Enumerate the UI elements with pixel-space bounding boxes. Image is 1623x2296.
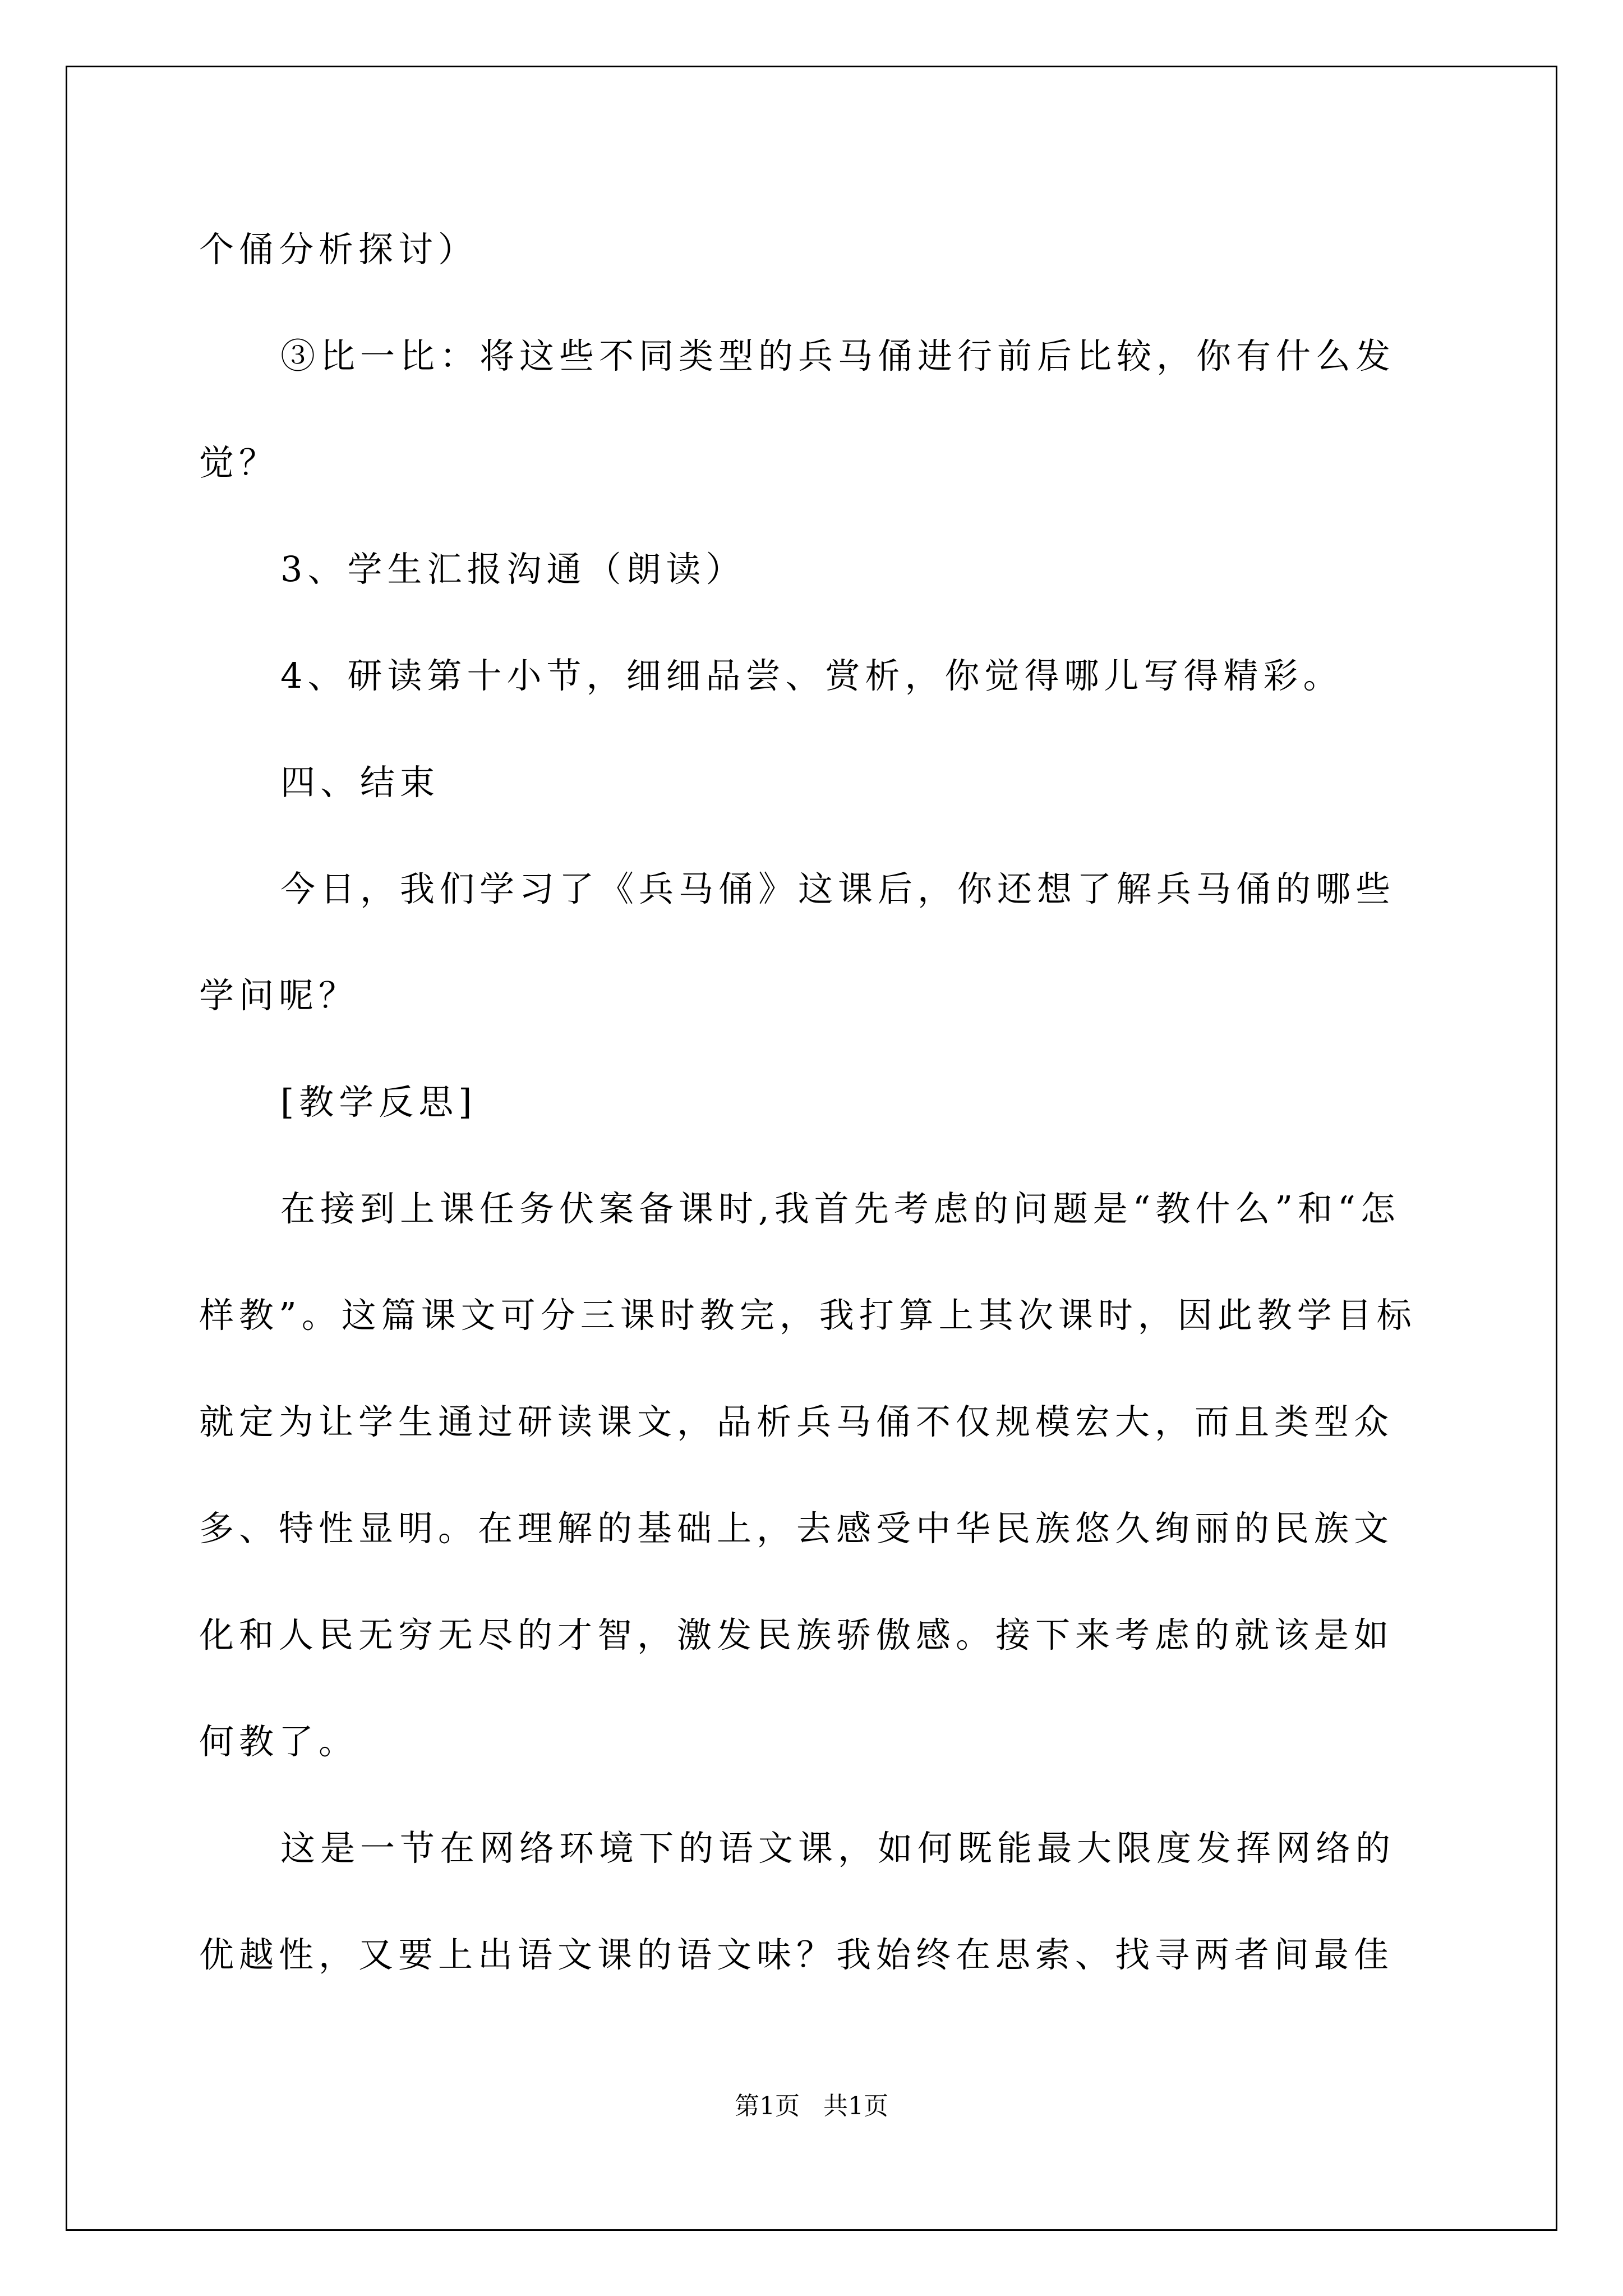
text-line: 何教了。 bbox=[199, 1721, 359, 1762]
page-footer bbox=[0, 2090, 1623, 2123]
text-line: 学问呢？ bbox=[199, 975, 359, 1016]
text-line: 样教”。这篇课文可分三课时教完，我打算上其次课时，因此教学目标 bbox=[199, 1295, 1417, 1336]
section-heading: [教学反思] bbox=[280, 1082, 477, 1122]
text-line: 觉？ bbox=[199, 442, 279, 483]
text-line: ③比一比：将这些不同类型的兵马俑进行前后比较，你有什么发 bbox=[280, 335, 1396, 376]
text-line: 化和人民无穷无尽的才智，激发民族骄傲感。接下来考虑的就该是如 bbox=[199, 1614, 1394, 1655]
text-line: 这是一节在网络环境下的语文课，如何既能最大限度发挥网络的 bbox=[280, 1828, 1396, 1869]
text-line: 多、特性显明。在理解的基础上，去感受中华民族悠久绚丽的民族文 bbox=[199, 1508, 1394, 1549]
text-line: 个俑分析探讨） bbox=[199, 229, 478, 270]
text-line: 在接到上课任务伏案备课时,我首先考虑的问题是“教什么”和“怎 bbox=[280, 1188, 1400, 1229]
page-number: 第1页 bbox=[735, 2092, 800, 2120]
page-total: 共1页 bbox=[823, 2092, 888, 2120]
text-line: 3、学生汇报沟通（朗读） bbox=[280, 549, 746, 590]
text-line: 4、研读第十小节，细细品尝、赏析，你觉得哪儿写得精彩。 bbox=[280, 655, 1343, 696]
text-line: 优越性，又要上出语文课的语文味？我始终在思索、找寻两者间最佳 bbox=[199, 1934, 1394, 1975]
page-frame bbox=[66, 66, 1557, 2231]
text-line: 今日，我们学习了《兵马俑》这课后，你还想了解兵马俑的哪些 bbox=[280, 868, 1396, 909]
section-heading: 四、结束 bbox=[280, 762, 440, 803]
text-line: 就定为让学生通过研读课文，品析兵马俑不仅规模宏大，而且类型众 bbox=[199, 1401, 1394, 1442]
